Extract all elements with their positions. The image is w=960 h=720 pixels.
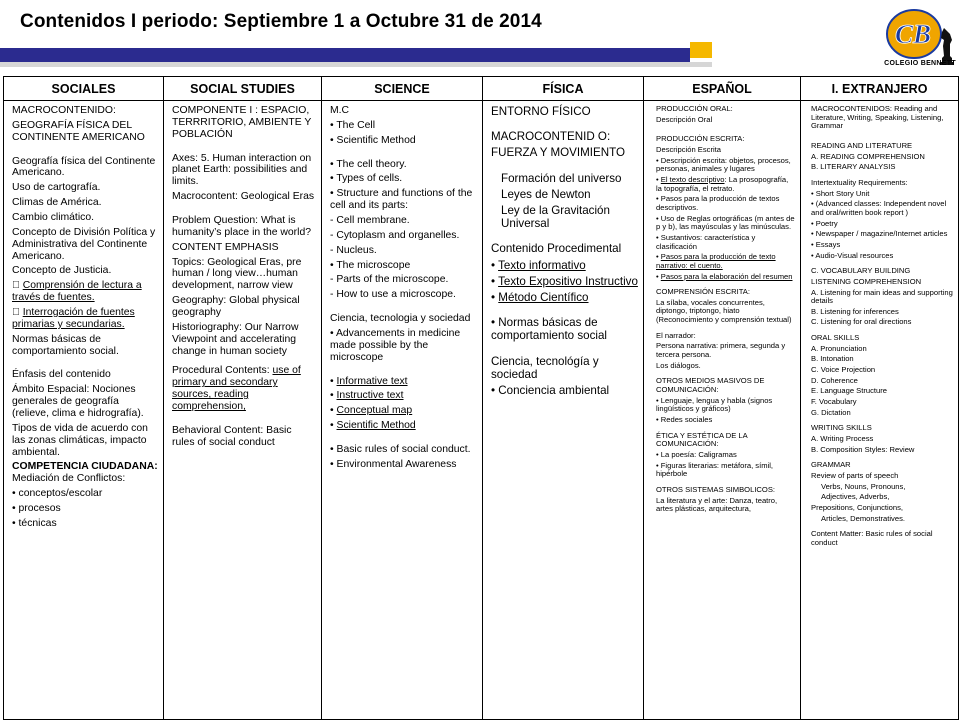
sci-text: • Environmental Awareness xyxy=(330,458,457,470)
ext-text: B. Listening for inferences xyxy=(811,306,899,316)
header-blue-bar xyxy=(0,48,690,62)
ext-text: MACROCONTENIDOS: Reading and Literature, Writing, Speaking, Listening, Grammar xyxy=(811,104,944,131)
ext-text: LISTENING COMPREHENSION xyxy=(811,276,922,286)
ext-text: B. LITERARY ANALYSIS xyxy=(811,162,896,172)
logo-caption: COLEGIO BENNETT xyxy=(884,60,956,67)
sci-text: - Cell membrane. xyxy=(330,215,410,227)
table-header-row xyxy=(4,77,959,101)
fis-text: • Conciencia ambiental xyxy=(491,384,610,398)
esp-text: • Figuras literarias: metáfora, símil, hipérbole xyxy=(656,460,774,479)
ext-text: ORAL SKILLS xyxy=(811,333,860,343)
ext-text: A. Pronunciation xyxy=(811,343,867,353)
ext-text: • Short Story Unit xyxy=(811,188,870,198)
ext-text: Intertextuality Requirements: xyxy=(811,177,908,187)
ext-text: WRITING SKILLS xyxy=(811,423,872,433)
esp-text: Los diálogos. xyxy=(656,360,701,370)
sociales-item: Geografía física del Continente Americano. xyxy=(12,155,156,179)
ext-text: A. Writing Process xyxy=(811,434,874,444)
sci-text: M.C xyxy=(330,105,350,116)
ext-text: B. Composition Styles: Review xyxy=(811,444,915,454)
cell-espanol xyxy=(644,101,801,720)
esp-text: COMPRENSIÓN ESCRITA: xyxy=(656,287,750,297)
sci-text: • Structure and functions of the cell and its parts: xyxy=(330,188,473,212)
ss-component: COMPONENTE I : ESPACIO, TERRRITORIO, AMBIENTE Y POBLACIÓN xyxy=(172,105,312,140)
ss-text: Macrocontent: Geological Eras xyxy=(172,191,315,203)
page-title: Contenidos I periodo: Septiembre 1 a Octubre 31 de 2014 xyxy=(20,11,542,32)
fis-text: Ciencia, tecnológía y sociedad xyxy=(491,354,599,381)
fis-link: • Texto informativo xyxy=(491,258,586,272)
fis-text: ENTORNO FÍSICO xyxy=(491,105,591,118)
sociales-item: Comprensión de lectura a través de fuentes. xyxy=(12,280,131,304)
fis-text: MACROCONTENID O: xyxy=(491,130,611,144)
ext-text: B. Intonation xyxy=(811,354,854,364)
header-ingles: I. EXTRANJERO xyxy=(801,77,959,101)
sociales-competencia: COMPETENCIA CIUDADANA: Mediación de Conflictos: xyxy=(12,461,158,485)
table-content-row xyxy=(4,101,959,720)
contents-table xyxy=(3,76,959,720)
sci-link: • Instructive text xyxy=(330,390,404,402)
esp-text: OTROS SISTEMAS SIMBOLICOS: xyxy=(656,484,775,494)
sociales-item: Cambio climático. xyxy=(12,212,94,224)
ext-text: C. Listening for oral directions xyxy=(811,317,912,327)
ext-text: • Essays xyxy=(811,239,841,249)
esp-text: • Pasos para la producción de textos descriptivos. xyxy=(656,194,780,212)
esp-text: • Descripción escrita: objetos, procesos, personas, animales y lugares xyxy=(656,155,791,174)
ext-text: D. Coherence xyxy=(811,375,858,385)
ss-text: Topics: Geological Eras, pre human / long view…human development, narrow view xyxy=(172,256,302,292)
ext-text: Review of parts of speech xyxy=(811,471,899,480)
fis-item: Leyes de Newton xyxy=(501,187,591,201)
fis-text: • Normas básicas de comportamiento social xyxy=(491,316,607,343)
header-gray-shadow xyxy=(0,62,712,67)
sci-text: • The microscope xyxy=(330,259,411,271)
ext-text: Content Matter: Basic rules of social conduct xyxy=(811,529,933,547)
sociales-list-item: • procesos xyxy=(12,503,61,515)
esp-text: El narrador: xyxy=(656,330,696,340)
ext-text: • Poetry xyxy=(811,218,838,228)
sci-text: • Types of cells. xyxy=(330,173,403,185)
esp-text: • La poesía: Caligramas xyxy=(656,450,737,459)
sci-text: - Nucleus. xyxy=(330,244,377,256)
ext-text: Prepositions, Conjunctions, xyxy=(811,502,904,512)
ext-text: C. VOCABULARY BUILDING xyxy=(811,266,911,276)
ext-text: E. Language Structure xyxy=(811,386,887,396)
sci-text: • Basic rules of social conduct. xyxy=(330,444,471,456)
sociales-item: Normas básicas de comportamiento social. xyxy=(12,333,119,357)
esp-text: PRODUCCIÓN ORAL: xyxy=(656,104,733,113)
esp-text: PRODUCCIÓN ESCRITA: xyxy=(656,134,745,144)
sci-text: • Scientific Method xyxy=(330,134,416,146)
esp-text: Descripción Escrita xyxy=(656,144,721,154)
fis-link: • Texto Expositivo Instructivo xyxy=(491,274,638,288)
ext-text: • Audio-Visual resources xyxy=(811,250,894,260)
esp-text: La literatura y el arte: Danza, teatro, artes plásticas, arquitectura, xyxy=(656,495,778,514)
header-sociales: SOCIALES xyxy=(4,77,164,101)
esp-text: • Lenguaje, lengua y habla (signos lingüísticos y gráficos) xyxy=(656,395,773,414)
sociales-text: Tipos de vida de acuerdo con las zonas climáticas, impacto ambiental. xyxy=(12,422,148,458)
sociales-list-item: • técnicas xyxy=(12,517,57,529)
cell-social-studies xyxy=(164,101,322,720)
header-espanol: ESPAÑOL xyxy=(644,77,801,101)
sci-text: • Advancements in medicine made possible by the microscope xyxy=(330,328,461,363)
ext-text: Articles, Demonstratives. xyxy=(821,513,905,523)
ext-text: • Newspaper / magazine/Internet articles xyxy=(811,229,948,239)
sociales-item: Climas de América. xyxy=(12,197,102,209)
sociales-list-item: • conceptos/escolar xyxy=(12,488,103,500)
sociales-item: Interrogación de fuentes primarias y secundarias. xyxy=(12,307,125,330)
fis-text: Contenido Procedimental xyxy=(491,242,622,256)
ext-text: C. Voice Projection xyxy=(811,365,876,375)
sci-link: • Scientific Method xyxy=(330,420,416,432)
ext-text: Adjectives, Adverbs, xyxy=(821,492,890,502)
ext-text: Verbs, Nouns, Pronouns, xyxy=(821,481,906,491)
ext-text: F. Vocabulary xyxy=(811,397,857,407)
sci-text: - How to use a microscope. xyxy=(330,289,456,301)
logo-monogram: CB xyxy=(894,19,932,49)
sociales-macro-title: GEOGRAFÍA FÍSICA DEL CONTINENTE AMERICANO xyxy=(12,119,145,143)
sci-text: - Parts of the microscope. xyxy=(330,274,449,286)
esp-text: • Sustantivos: característica y clasificación xyxy=(656,232,756,251)
esp-text: Descripción Oral xyxy=(656,114,713,124)
header-fisica: FÍSICA xyxy=(483,77,644,101)
sci-link: • Conceptual map xyxy=(330,405,413,417)
ss-text: CONTENT EMPHASIS xyxy=(172,241,279,253)
sociales-item: Concepto de Justicia. xyxy=(12,265,112,277)
esp-text: • Pasos para la elaboración del resumen xyxy=(656,271,793,281)
header-yellow-block xyxy=(690,42,712,58)
ss-procedural: Procedural Contents: use of primary and secondary sources, reading comprehension, xyxy=(172,365,301,413)
sociales-emphasis-label: Énfasis del contenido xyxy=(12,369,111,381)
sci-text: Ciencia, tecnologia y sociedad xyxy=(330,313,471,325)
ext-text: A. Listening for main ideas and supporting details xyxy=(811,287,953,306)
cell-fisica xyxy=(483,101,644,720)
sci-link: • Informative text xyxy=(330,375,408,387)
esp-text: • Redes sociales xyxy=(656,415,713,425)
ext-text: GRAMMAR xyxy=(811,460,851,470)
ext-text: A. READING COMPREHENSION xyxy=(811,151,925,161)
ss-text: Behavioral Content: Basic rules of social conduct xyxy=(172,424,292,448)
esp-text: • Uso de Reglas ortográficas (m antes de p y b), las mayúsculas y las minúsculas. xyxy=(656,213,795,232)
esp-text: La sílaba, vocales concurrentes, diptongo, triptongo, hiato (Reconocimiento y comprensión textual) xyxy=(656,297,792,325)
fis-item: Ley de la Gravitación Universal xyxy=(501,204,610,231)
ss-text: Geography: Global physical geography xyxy=(172,295,300,319)
sociales-macro-label: MACROCONTENIDO: xyxy=(12,105,116,116)
cell-sociales xyxy=(4,101,164,720)
ss-text: Historiography: Our Narrow Viewpoint and accelerating change in human society xyxy=(172,321,299,357)
sociales-item: Uso de cartografía. xyxy=(12,182,101,194)
esp-text: ÉTICA Y ESTÉTICA DE LA COMUNICACIÓN: xyxy=(656,430,748,449)
ext-text: READING AND LITERATURE xyxy=(811,140,913,150)
cell-extranjero xyxy=(801,101,959,720)
sociales-text: Ámbito Espacial: Nociones generales de geografía (relieve, clima e hidrografía). xyxy=(12,384,144,420)
ext-text: G. Dictation xyxy=(811,407,851,417)
esp-text: • Pasos para la producción de texto narrativo: el cuento. xyxy=(656,252,776,270)
ext-text: • (Advanced classes: Independent novel and oral/written book report ) xyxy=(811,199,947,217)
esp-text: Persona narrativa: primera, segunda y tercera persona. xyxy=(656,341,786,360)
header-science: SCIENCE xyxy=(322,77,483,101)
fis-item: Formación del universo xyxy=(501,171,622,185)
fis-text: FUERZA Y MOVIMIENTO xyxy=(491,146,625,160)
ss-text: Problem Question: What is humanity’s place in the world? xyxy=(172,215,312,238)
header-social-studies: SOCIAL STUDIES xyxy=(164,77,322,101)
esp-text: • El texto descriptivo: La prosopografía, la topografía, el retrato. xyxy=(656,174,789,193)
sci-text: - Cytoplasm and organelles. xyxy=(330,229,460,241)
fis-link: • Método Científico xyxy=(491,291,589,305)
sci-text: • The Cell xyxy=(330,119,376,131)
esp-text: OTROS MEDIOS MASIVOS DE COMUNICACIÓN: xyxy=(656,376,765,395)
sociales-item: Concepto de División Política y Administrativa del Continente Americano. xyxy=(12,226,156,262)
sci-text: • The cell theory. xyxy=(330,158,407,170)
cell-science xyxy=(322,101,483,720)
ss-text: Axes: 5. Human interaction on planet Earth: possibilities and limits. xyxy=(172,152,312,188)
